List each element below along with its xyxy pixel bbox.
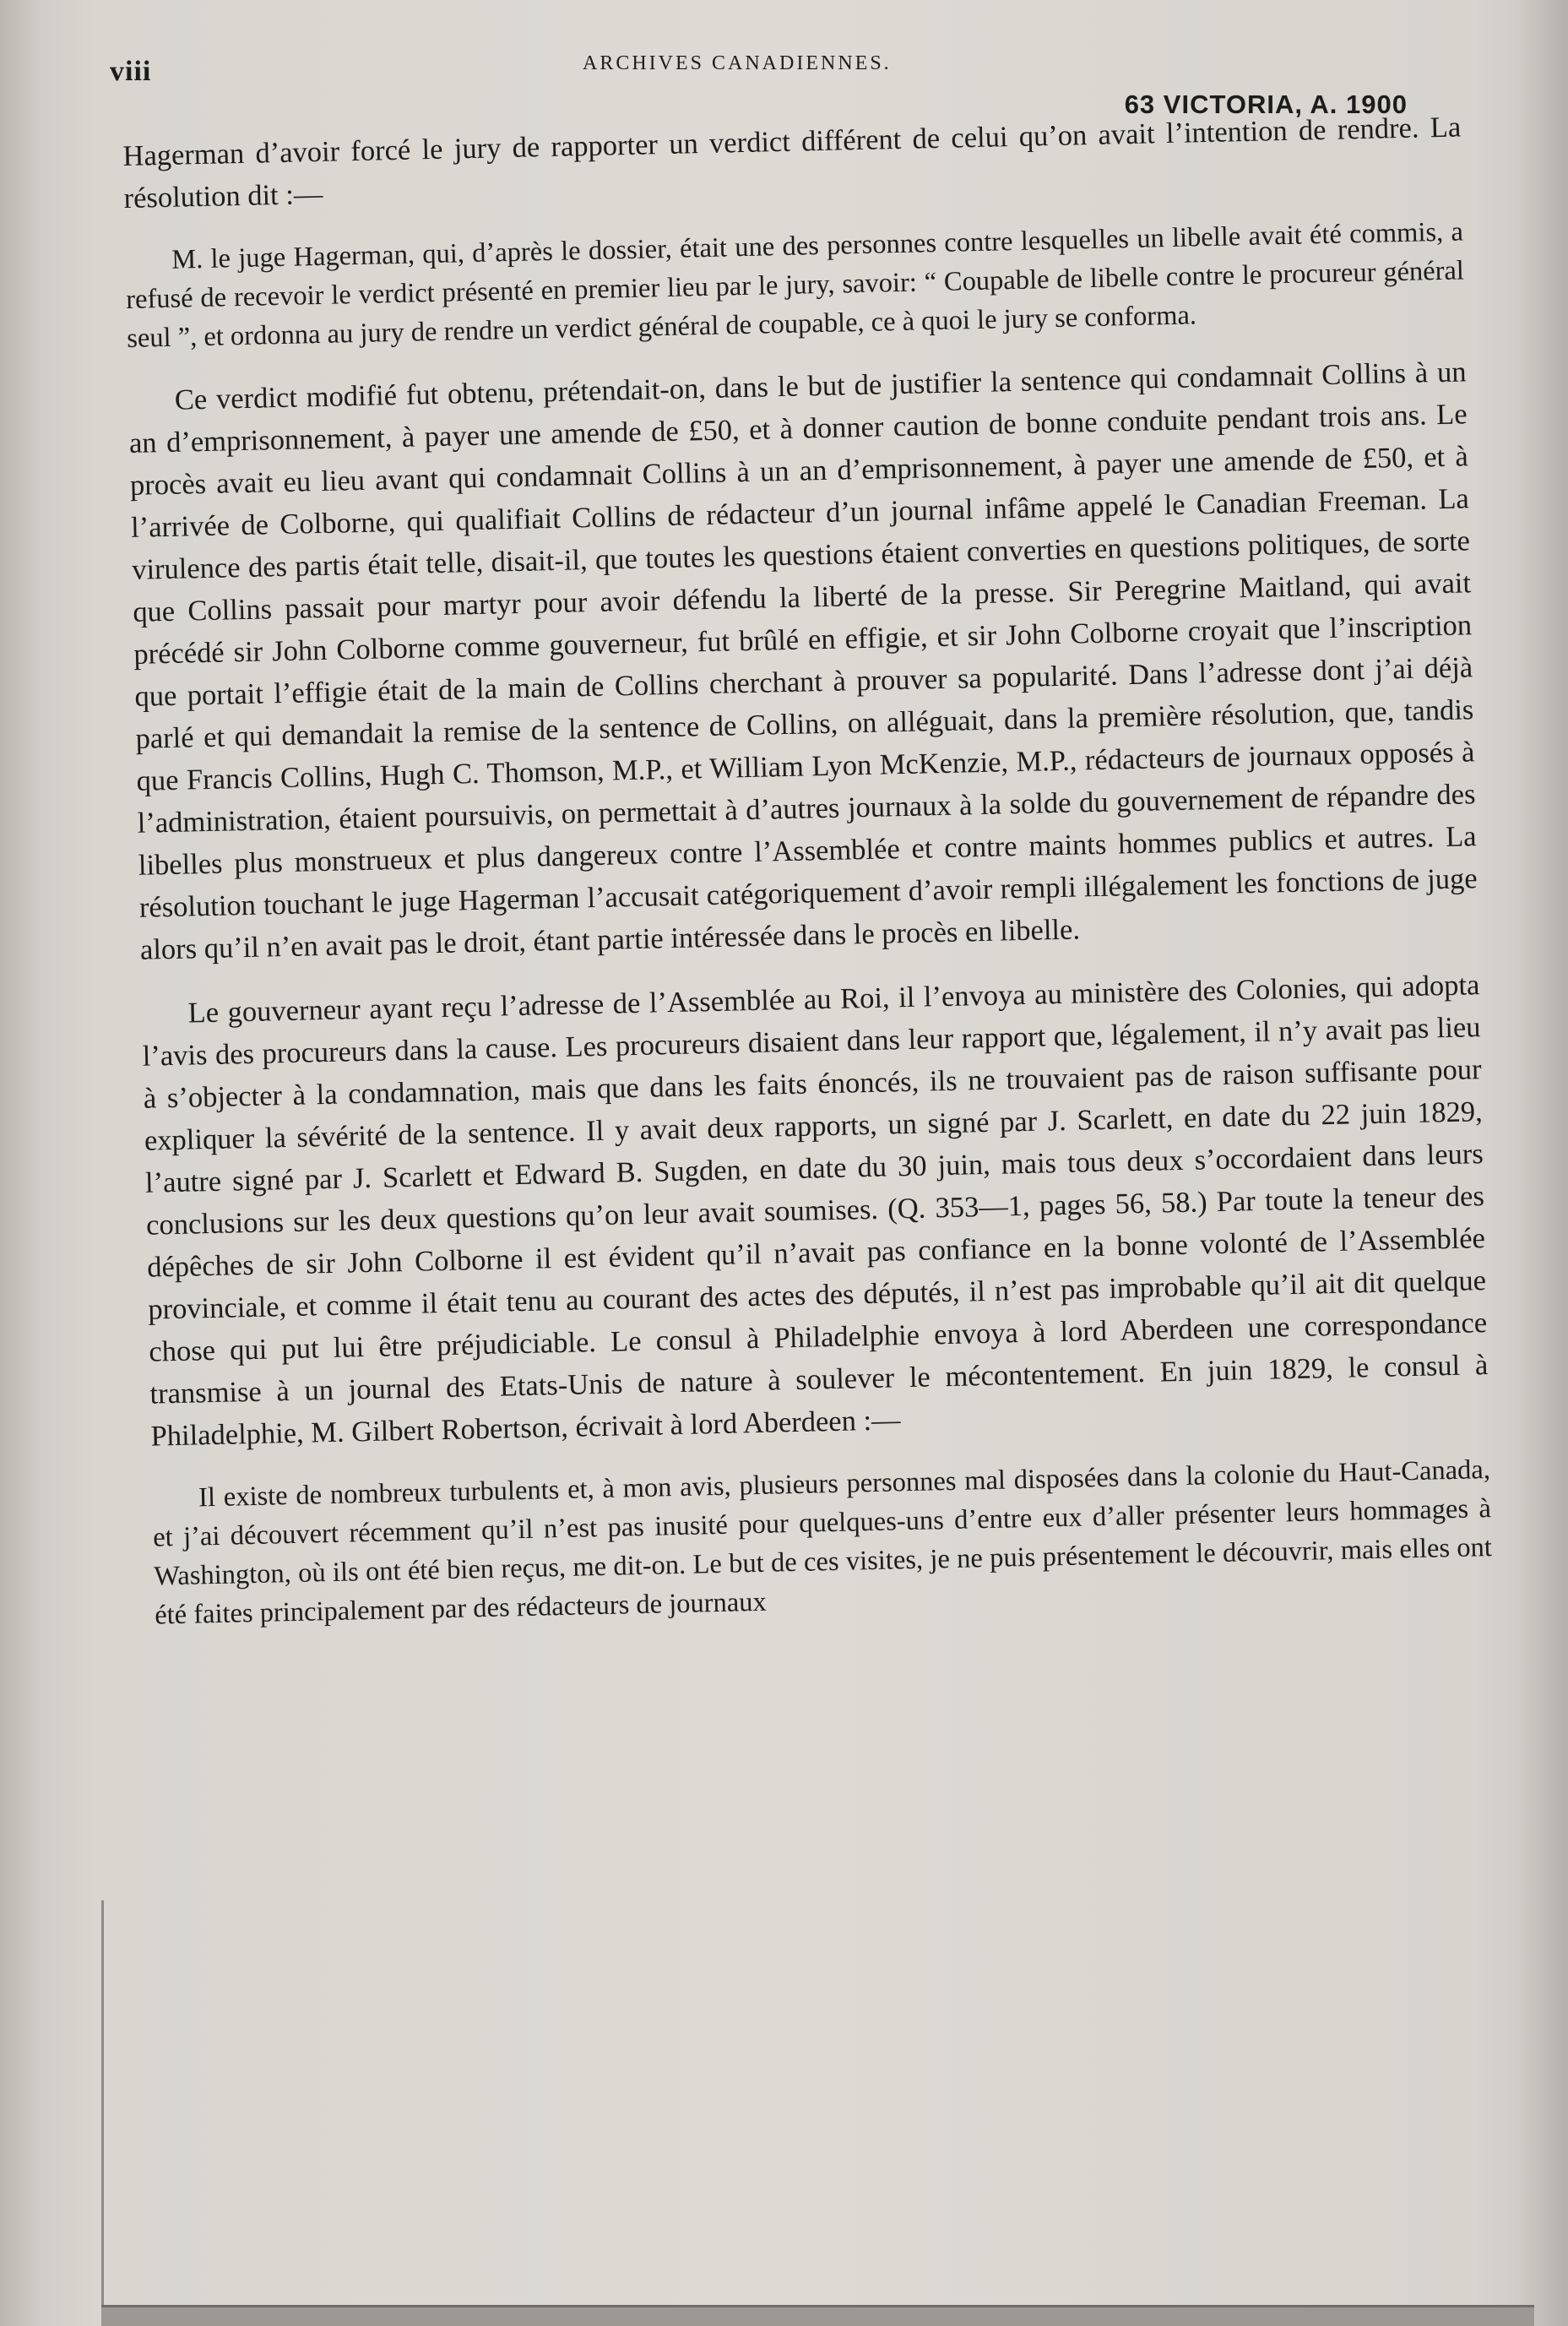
binding-shadow-left [0,0,41,2326]
page-fold-line [101,1900,104,2326]
session-label: 63 VICTORIA, A. 1900 [1124,90,1408,119]
quoted-resolution: M. le juge Hagerman, qui, d’après le dossier, était une des personnes contre lesquelles un libelle avait été commis, a refusé de recevoir le verdict présenté en premier lieu par le jury, savoir: “ Coupable de libelle contre le procureur général seul ”, et ordonna au jury de rendre un verdict général de coupable, ce à quoi le jury se conforma. [125,216,1465,354]
paragraph-governor: Le gouverneur ayant reçu l’adresse de l’Assemblée au Roi, il l’envoya au ministère des Colonies, qui adopta l’avis des procureurs dans la cause. Les procureurs disaient dans leur rapport que, légalement, il n’y avait pas lieu à s’objecter à la condamnation, mais que dans les faits énoncés, ils ne trouvaient pas de raison suffisante pour expliquer la sévérité de la sentence. Il y avait deux rapports, un signé par J. Scarlett, en date du 22 juin 1829, l’autre signé par J. Scarlett et Edward B. Sugden, en date du 30 juin, mais tous deux s’occordaient dans leurs conclusions sur les deux questions qu’on leur avait soumises. (Q. 353—1, pages 56, 58.) Par toute la teneur des dépêches de sir John Colborne il est évident qu’il n’avait pas confiance en la bonne volonté de l’Assemblée provinciale, et comme il était tenu au courant des actes des députés, il n’est pas improbable qu’il ait dit quelque chose qui put lui être préjudiciable. Le consul à Philadelphie envoya à lord Aberdeen une correspondance transmise à un journal des Etats-Unis de nature à soulever le mécontentement. En juin 1829, le consul à Philadelphie, M. Gilbert Robertson, écrivait à lord Aberdeen :— [142,969,1489,1453]
quoted-letter: Il existe de nombreux turbulents et, à mon avis, plusieurs personnes mal disposées dans la colonie du Haut-Canada, et j’ai découvert récemment qu’il n’est pas inusité pour quelques-uns d’entre eux d’aller présenter leurs hommages à Washington, où ils ont été bien reçus, me dit-on. Le but de ces visites, je ne puis présentement le découvrir, mais elles ont été faites principalement par des rédacteurs de journaux [152,1454,1493,1631]
paragraph-verdict: Ce verdict modifié fut obtenu, prétendait-on, dans le but de justifier la sentence qui condamnait Collins à un an d’emprisonnement, à payer une amende de £50, et à donner caution de bonne conduite pendant trois ans. Le procès avait eu lieu avant qui condamnait Collins à un an d’emprisonnement, à payer une amende de £50, et à l’arrivée de Colborne, qui qualifiait Collins de rédacteur d’un journal infâme appelé le Canadian Freeman. La virulence des partis était telle, disait-il, que toutes les questions étaient converties en questions politiques, de sorte que Collins passait pour martyr pour avoir défendu la liberté de la presse. Sir Peregrine Maitland, qui avait précédé sir John Colborne comme gouverneur, fut brûlé en effigie, et sir John Colborne croyait que l’inscription que portait l’effigie était de la main de Collins cherchant à prouver sa popularité. Dans l’adresse dont j’ai déjà parlé et qui demandait la remise de la sentence de Collins, on alléguait, dans la première résolution, que, tandis que Francis Collins, Hugh C. Thomson, M.P., et William Lyon McKenzie, M.P., rédacteurs de journaux opposés à l’administration, étaient poursuivis, on permettait à d’autres journaux à la solde du gouvernement de répandre des libelles plus monstrueux et plus dangereux contre l’Assemblée et contre maints hommes publics et autres. La résolution touchant le juge Hagerman l’accusait catégoriquement d’avoir rempli illégalement les fonctions de juge alors qu’il n’en avait pas le droit, étant partie intéressée dans le procès en libelle. [128,356,1478,966]
running-title: ARCHIVES CANADIENNES. [583,52,892,74]
paragraph-continuation: Hagerman d’avoir forcé le jury de rapporter un verdict différent de celui qu’on avait l’intention de rendre. La résolution dit :— [122,111,1462,215]
body-text [122,106,1494,1656]
page-bottom-edge [101,2305,1534,2326]
page-number: viii [110,56,152,87]
page-edge-shadow-right [1517,0,1568,2326]
running-head [110,49,1427,87]
